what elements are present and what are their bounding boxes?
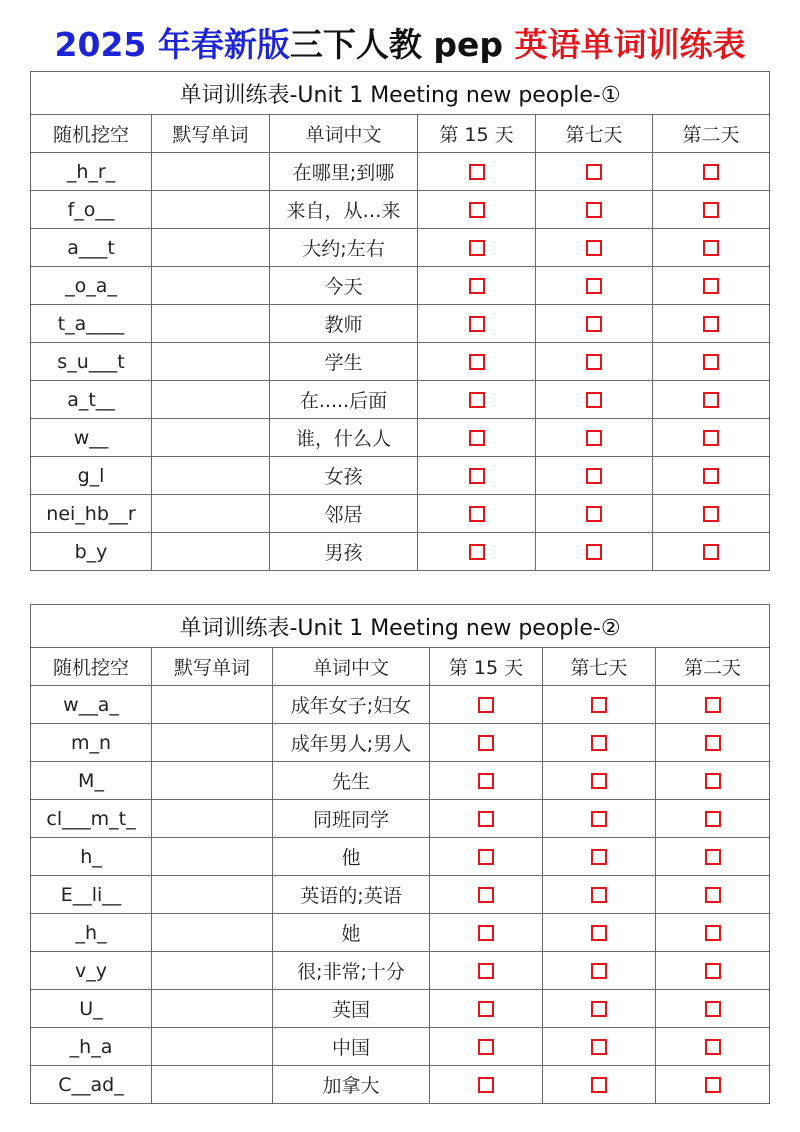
day-2-check-cell bbox=[653, 381, 770, 419]
blank-word-clue: _o_a_ bbox=[31, 267, 152, 305]
checkbox-icon[interactable] bbox=[469, 506, 485, 522]
day-15-check-cell bbox=[430, 686, 543, 724]
header-random-blank: 随机挖空 bbox=[31, 648, 152, 686]
blank-word-clue: M_ bbox=[31, 762, 152, 800]
checkbox-icon[interactable] bbox=[469, 240, 485, 256]
table-header-row bbox=[31, 648, 770, 686]
blank-word-clue: U_ bbox=[31, 990, 152, 1028]
checkbox-icon[interactable] bbox=[591, 811, 607, 827]
checkbox-icon[interactable] bbox=[703, 506, 719, 522]
chinese-meaning: 谁，什么人 bbox=[270, 419, 418, 457]
table-row bbox=[31, 381, 770, 419]
day-7-check-cell bbox=[536, 343, 653, 381]
checkbox-icon[interactable] bbox=[703, 430, 719, 446]
dictation-cell[interactable] bbox=[152, 800, 273, 838]
day-7-check-cell bbox=[536, 305, 653, 343]
checkbox-icon[interactable] bbox=[591, 963, 607, 979]
chinese-meaning: 很;非常;十分 bbox=[273, 952, 430, 990]
dictation-cell[interactable] bbox=[152, 914, 273, 952]
chinese-meaning: 他 bbox=[273, 838, 430, 876]
checkbox-icon[interactable] bbox=[586, 202, 602, 218]
chinese-meaning: 英国 bbox=[273, 990, 430, 1028]
checkbox-icon[interactable] bbox=[478, 849, 494, 865]
day-2-check-cell bbox=[656, 1066, 770, 1104]
header-dictation: 默写单词 bbox=[152, 648, 273, 686]
day-2-check-cell bbox=[656, 686, 770, 724]
day-15-check-cell bbox=[430, 876, 543, 914]
dictation-cell[interactable] bbox=[152, 1028, 273, 1066]
dictation-cell[interactable] bbox=[152, 457, 270, 495]
blank-word-clue: h_ bbox=[31, 838, 152, 876]
day-7-check-cell bbox=[543, 800, 656, 838]
table-row bbox=[31, 533, 770, 571]
day-2-check-cell bbox=[653, 419, 770, 457]
checkbox-icon[interactable] bbox=[478, 887, 494, 903]
blank-word-clue: m_n bbox=[31, 724, 152, 762]
dictation-cell[interactable] bbox=[152, 343, 270, 381]
blank-word-clue: v_y bbox=[31, 952, 152, 990]
dictation-cell[interactable] bbox=[152, 952, 273, 990]
table-row bbox=[31, 800, 770, 838]
day-15-check-cell bbox=[418, 153, 536, 191]
day-2-check-cell bbox=[653, 495, 770, 533]
dictation-cell[interactable] bbox=[152, 724, 273, 762]
day-15-check-cell bbox=[418, 457, 536, 495]
chinese-meaning: 中国 bbox=[273, 1028, 430, 1066]
checkbox-icon[interactable] bbox=[478, 773, 494, 789]
day-7-check-cell bbox=[543, 724, 656, 762]
blank-word-clue: _h_ bbox=[31, 914, 152, 952]
table-row bbox=[31, 990, 770, 1028]
day-15-check-cell bbox=[430, 838, 543, 876]
day-7-check-cell bbox=[543, 838, 656, 876]
checkbox-icon[interactable] bbox=[703, 278, 719, 294]
checkbox-icon[interactable] bbox=[478, 963, 494, 979]
day-7-check-cell bbox=[536, 229, 653, 267]
header-chinese-meaning: 单词中文 bbox=[273, 648, 430, 686]
checkbox-icon[interactable] bbox=[469, 278, 485, 294]
dictation-cell[interactable] bbox=[152, 686, 273, 724]
checkbox-icon[interactable] bbox=[469, 468, 485, 484]
dictation-cell[interactable] bbox=[152, 153, 270, 191]
checkbox-icon[interactable] bbox=[703, 392, 719, 408]
checkbox-icon[interactable] bbox=[591, 1077, 607, 1093]
table-row bbox=[31, 952, 770, 990]
chinese-meaning: 加拿大 bbox=[273, 1066, 430, 1104]
table-row bbox=[31, 229, 770, 267]
header-day-15: 第 15 天 bbox=[418, 115, 536, 153]
checkbox-icon[interactable] bbox=[469, 164, 485, 180]
checkbox-icon[interactable] bbox=[591, 697, 607, 713]
checkbox-icon[interactable] bbox=[705, 1077, 721, 1093]
day-15-check-cell bbox=[430, 800, 543, 838]
chinese-meaning: 在哪里;到哪 bbox=[270, 153, 418, 191]
blank-word-clue: f_o__ bbox=[31, 191, 152, 229]
checkbox-icon[interactable] bbox=[469, 354, 485, 370]
blank-word-clue: E__li__ bbox=[31, 876, 152, 914]
word-practice-table-1 bbox=[30, 71, 770, 571]
day-2-check-cell bbox=[653, 153, 770, 191]
day-7-check-cell bbox=[536, 191, 653, 229]
table-row bbox=[31, 191, 770, 229]
checkbox-icon[interactable] bbox=[478, 811, 494, 827]
dictation-cell[interactable] bbox=[152, 876, 273, 914]
checkbox-icon[interactable] bbox=[586, 278, 602, 294]
checkbox-icon[interactable] bbox=[703, 316, 719, 332]
day-2-check-cell bbox=[653, 267, 770, 305]
day-15-check-cell bbox=[418, 533, 536, 571]
day-7-check-cell bbox=[536, 457, 653, 495]
day-2-check-cell bbox=[656, 724, 770, 762]
table-title: 单词训练表-Unit 1 Meeting new people-① bbox=[31, 72, 770, 115]
header-day-15: 第 15 天 bbox=[430, 648, 543, 686]
day-2-check-cell bbox=[656, 838, 770, 876]
table-row bbox=[31, 457, 770, 495]
checkbox-icon[interactable] bbox=[478, 925, 494, 941]
day-15-check-cell bbox=[418, 191, 536, 229]
blank-word-clue: C__ad_ bbox=[31, 1066, 152, 1104]
dictation-cell[interactable] bbox=[152, 838, 273, 876]
day-15-check-cell bbox=[430, 990, 543, 1028]
dictation-cell[interactable] bbox=[152, 191, 270, 229]
chinese-meaning: 先生 bbox=[273, 762, 430, 800]
chinese-meaning: 学生 bbox=[270, 343, 418, 381]
header-dictation: 默写单词 bbox=[152, 115, 270, 153]
table-row bbox=[31, 876, 770, 914]
blank-word-clue: g_l bbox=[31, 457, 152, 495]
chinese-meaning: 女孩 bbox=[270, 457, 418, 495]
chinese-meaning: 邻居 bbox=[270, 495, 418, 533]
table-row bbox=[31, 419, 770, 457]
header-random-blank: 随机挖空 bbox=[31, 115, 152, 153]
day-2-check-cell bbox=[656, 762, 770, 800]
table-row bbox=[31, 762, 770, 800]
checkbox-icon[interactable] bbox=[478, 1001, 494, 1017]
dictation-cell[interactable] bbox=[152, 1066, 273, 1104]
checkbox-icon[interactable] bbox=[703, 544, 719, 560]
day-15-check-cell bbox=[430, 914, 543, 952]
blank-word-clue: w__ bbox=[31, 419, 152, 457]
checkbox-icon[interactable] bbox=[478, 1039, 494, 1055]
blank-word-clue: w__a_ bbox=[31, 686, 152, 724]
table-row bbox=[31, 495, 770, 533]
table-title-row bbox=[31, 605, 770, 648]
table-row bbox=[31, 267, 770, 305]
blank-word-clue: a___t bbox=[31, 229, 152, 267]
title-sheet-name: 英语单词训练表 bbox=[514, 25, 746, 64]
chinese-meaning: 成年女子;妇女 bbox=[273, 686, 430, 724]
checkbox-icon[interactable] bbox=[586, 240, 602, 256]
checkbox-icon[interactable] bbox=[478, 697, 494, 713]
day-15-check-cell bbox=[418, 419, 536, 457]
day-7-check-cell bbox=[543, 686, 656, 724]
blank-word-clue: _h_a bbox=[31, 1028, 152, 1066]
checkbox-icon[interactable] bbox=[703, 468, 719, 484]
day-7-check-cell bbox=[536, 419, 653, 457]
header-day-2: 第二天 bbox=[656, 648, 770, 686]
checkbox-icon[interactable] bbox=[591, 849, 607, 865]
day-7-check-cell bbox=[536, 267, 653, 305]
day-15-check-cell bbox=[418, 495, 536, 533]
dictation-cell[interactable] bbox=[152, 533, 270, 571]
chinese-meaning: 教师 bbox=[270, 305, 418, 343]
checkbox-icon[interactable] bbox=[469, 316, 485, 332]
day-15-check-cell bbox=[418, 381, 536, 419]
chinese-meaning: 她 bbox=[273, 914, 430, 952]
chinese-meaning: 成年男人;男人 bbox=[273, 724, 430, 762]
checkbox-icon[interactable] bbox=[586, 392, 602, 408]
day-15-check-cell bbox=[418, 267, 536, 305]
table-row bbox=[31, 1066, 770, 1104]
title-grade-textbook: 三下人教 pep bbox=[289, 25, 515, 64]
checkbox-icon[interactable] bbox=[586, 506, 602, 522]
checkbox-icon[interactable] bbox=[586, 354, 602, 370]
page-title bbox=[0, 20, 800, 70]
header-day-2: 第二天 bbox=[653, 115, 770, 153]
dictation-cell[interactable] bbox=[152, 267, 270, 305]
day-2-check-cell bbox=[656, 1028, 770, 1066]
day-7-check-cell bbox=[543, 1028, 656, 1066]
chinese-meaning: 同班同学 bbox=[273, 800, 430, 838]
checkbox-icon[interactable] bbox=[586, 468, 602, 484]
checkbox-icon[interactable] bbox=[469, 430, 485, 446]
checkbox-icon[interactable] bbox=[591, 887, 607, 903]
table-title-row bbox=[31, 72, 770, 115]
blank-word-clue: nei_hb__r bbox=[31, 495, 152, 533]
checkbox-icon[interactable] bbox=[705, 1001, 721, 1017]
blank-word-clue: a_t__ bbox=[31, 381, 152, 419]
checkbox-icon[interactable] bbox=[705, 963, 721, 979]
day-2-check-cell bbox=[653, 533, 770, 571]
checkbox-icon[interactable] bbox=[591, 925, 607, 941]
checkbox-icon[interactable] bbox=[705, 811, 721, 827]
day-2-check-cell bbox=[653, 305, 770, 343]
table-row bbox=[31, 686, 770, 724]
checkbox-icon[interactable] bbox=[705, 849, 721, 865]
day-7-check-cell bbox=[536, 533, 653, 571]
checkbox-icon[interactable] bbox=[703, 164, 719, 180]
dictation-cell[interactable] bbox=[152, 305, 270, 343]
day-15-check-cell bbox=[418, 305, 536, 343]
checkbox-icon[interactable] bbox=[705, 1039, 721, 1055]
chinese-meaning: 在.....后面 bbox=[270, 381, 418, 419]
day-15-check-cell bbox=[430, 724, 543, 762]
table-row bbox=[31, 724, 770, 762]
day-7-check-cell bbox=[543, 1066, 656, 1104]
checkbox-icon[interactable] bbox=[469, 202, 485, 218]
blank-word-clue: s_u___t bbox=[31, 343, 152, 381]
day-2-check-cell bbox=[656, 800, 770, 838]
day-7-check-cell bbox=[536, 381, 653, 419]
checkbox-icon[interactable] bbox=[705, 887, 721, 903]
header-day-7: 第七天 bbox=[543, 648, 656, 686]
dictation-cell[interactable] bbox=[152, 419, 270, 457]
day-2-check-cell bbox=[656, 952, 770, 990]
day-7-check-cell bbox=[543, 990, 656, 1028]
checkbox-icon[interactable] bbox=[586, 544, 602, 560]
blank-word-clue: b_y bbox=[31, 533, 152, 571]
dictation-cell[interactable] bbox=[152, 381, 270, 419]
day-2-check-cell bbox=[653, 343, 770, 381]
header-chinese-meaning: 单词中文 bbox=[270, 115, 418, 153]
checkbox-icon[interactable] bbox=[703, 202, 719, 218]
header-day-7: 第七天 bbox=[536, 115, 653, 153]
blank-word-clue: _h_r_ bbox=[31, 153, 152, 191]
day-2-check-cell bbox=[653, 191, 770, 229]
checkbox-icon[interactable] bbox=[591, 735, 607, 751]
checkbox-icon[interactable] bbox=[586, 164, 602, 180]
table-row bbox=[31, 153, 770, 191]
day-7-check-cell bbox=[543, 952, 656, 990]
table-header-row bbox=[31, 115, 770, 153]
day-7-check-cell bbox=[543, 762, 656, 800]
checkbox-icon[interactable] bbox=[703, 354, 719, 370]
checkbox-icon[interactable] bbox=[469, 544, 485, 560]
table-row bbox=[31, 343, 770, 381]
checkbox-icon[interactable] bbox=[586, 430, 602, 446]
dictation-cell[interactable] bbox=[152, 762, 273, 800]
day-15-check-cell bbox=[430, 952, 543, 990]
checkbox-icon[interactable] bbox=[586, 316, 602, 332]
blank-word-clue: t_a____ bbox=[31, 305, 152, 343]
day-15-check-cell bbox=[418, 343, 536, 381]
day-2-check-cell bbox=[653, 229, 770, 267]
table-row bbox=[31, 914, 770, 952]
dictation-cell[interactable] bbox=[152, 990, 273, 1028]
checkbox-icon[interactable] bbox=[705, 925, 721, 941]
day-15-check-cell bbox=[418, 229, 536, 267]
table-row bbox=[31, 1028, 770, 1066]
chinese-meaning: 来自，从…来 bbox=[270, 191, 418, 229]
word-practice-table-2 bbox=[30, 604, 770, 1104]
checkbox-icon[interactable] bbox=[705, 697, 721, 713]
chinese-meaning: 英语的;英语 bbox=[273, 876, 430, 914]
day-7-check-cell bbox=[543, 914, 656, 952]
checkbox-icon[interactable] bbox=[478, 735, 494, 751]
title-year-edition: 2025 年春新版 bbox=[54, 25, 290, 64]
checkbox-icon[interactable] bbox=[591, 773, 607, 789]
table-title: 单词训练表-Unit 1 Meeting new people-② bbox=[31, 605, 770, 648]
day-15-check-cell bbox=[430, 1066, 543, 1104]
checkbox-icon[interactable] bbox=[469, 392, 485, 408]
chinese-meaning: 男孩 bbox=[270, 533, 418, 571]
checkbox-icon[interactable] bbox=[703, 240, 719, 256]
day-15-check-cell bbox=[430, 1028, 543, 1066]
day-2-check-cell bbox=[656, 876, 770, 914]
day-7-check-cell bbox=[543, 876, 656, 914]
checkbox-icon[interactable] bbox=[705, 735, 721, 751]
day-2-check-cell bbox=[656, 914, 770, 952]
dictation-cell[interactable] bbox=[152, 495, 270, 533]
day-7-check-cell bbox=[536, 495, 653, 533]
checkbox-icon[interactable] bbox=[591, 1039, 607, 1055]
day-7-check-cell bbox=[536, 153, 653, 191]
dictation-cell[interactable] bbox=[152, 229, 270, 267]
chinese-meaning: 今天 bbox=[270, 267, 418, 305]
table-row bbox=[31, 305, 770, 343]
day-2-check-cell bbox=[653, 457, 770, 495]
checkbox-icon[interactable] bbox=[705, 773, 721, 789]
checkbox-icon[interactable] bbox=[478, 1077, 494, 1093]
day-2-check-cell bbox=[656, 990, 770, 1028]
day-15-check-cell bbox=[430, 762, 543, 800]
chinese-meaning: 大约;左右 bbox=[270, 229, 418, 267]
checkbox-icon[interactable] bbox=[591, 1001, 607, 1017]
blank-word-clue: cl___m_t_ bbox=[31, 800, 152, 838]
table-row bbox=[31, 838, 770, 876]
